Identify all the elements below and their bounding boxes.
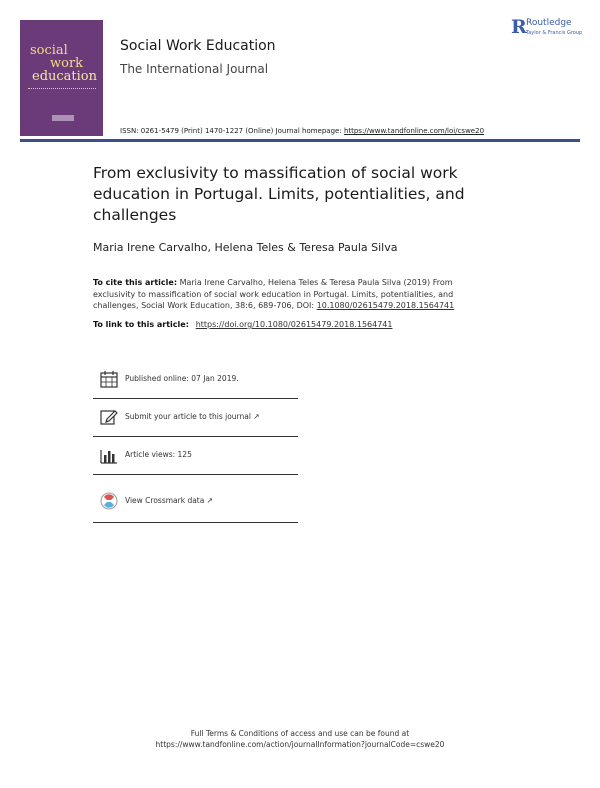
issn-text: ISSN: 0261-5479 (Print) 1470-1227 (Online) Journal homepage: xyxy=(120,127,344,135)
header-divider xyxy=(20,139,580,142)
crossmark-icon xyxy=(100,492,118,510)
article-authors: Maria Irene Carvalho, Helena Teles & Teresa Paula Silva xyxy=(93,241,398,254)
external-link-icon: ↗ xyxy=(206,496,214,505)
submit-row[interactable] xyxy=(93,398,298,437)
edit-icon xyxy=(100,408,118,426)
doi-link[interactable]: 10.1080/02615479.2018.1564741 xyxy=(316,301,455,310)
cover-publisher-mark xyxy=(52,115,74,121)
cite-label: To cite this article: xyxy=(93,278,178,287)
publisher-name: Routledge xyxy=(526,18,572,28)
external-link-icon: ↗ xyxy=(253,412,260,421)
crossmark-row[interactable] xyxy=(93,482,298,523)
journal-subtitle: The International Journal xyxy=(120,62,269,76)
routledge-logo xyxy=(511,17,587,39)
crossmark-text[interactable] xyxy=(125,496,213,505)
cover-word-social: social xyxy=(30,43,68,58)
footer-terms-link[interactable]: https://www.tandfonline.com/action/journalInformation?journalCode=cswe20 xyxy=(155,740,445,749)
bar-chart-icon xyxy=(100,446,118,464)
footer-terms: Full Terms & Conditions of access and use can be found at xyxy=(190,729,410,738)
issn-line xyxy=(120,127,484,135)
article-url-link[interactable]: https://doi.org/10.1080/02615479.2018.1564741 xyxy=(195,320,393,329)
cover-word-education: education xyxy=(32,69,97,84)
publisher-tagline: Taylor & Francis Group xyxy=(526,30,583,36)
journal-title: Social Work Education xyxy=(120,38,276,54)
journal-homepage-link[interactable]: https://www.tandfonline.com/loi/cswe20 xyxy=(343,127,485,135)
routledge-r-icon: R xyxy=(511,16,527,38)
citation-block xyxy=(93,277,493,312)
crossmark-label: View Crossmark data xyxy=(125,496,205,505)
views-text: Article views: 125 xyxy=(125,450,192,459)
article-link-block xyxy=(93,320,393,329)
cover-subtitle-line xyxy=(28,88,96,92)
calendar-icon xyxy=(100,370,118,388)
published-text: Published online: 07 Jan 2019. xyxy=(125,374,239,383)
submit-label: Submit your article to this journal xyxy=(125,412,251,421)
cover-word-work: work xyxy=(50,56,84,71)
article-title: From exclusivity to massification of social work education in Portugal. Limits, potentialities, and challenges xyxy=(93,164,465,224)
published-row xyxy=(93,360,298,399)
journal-cover xyxy=(20,20,103,136)
submit-text[interactable] xyxy=(125,412,260,421)
link-label: To link to this article: xyxy=(93,320,192,329)
cite-text: Maria Irene Carvalho, Helena Teles & Teresa Paula Silva (2019) From exclusivity to massification of social work education in Portugal. Limits, potentialities, and challenges, Social Work Education, 38:6, 689-706, DOI: xyxy=(93,278,454,310)
views-row xyxy=(93,436,298,475)
